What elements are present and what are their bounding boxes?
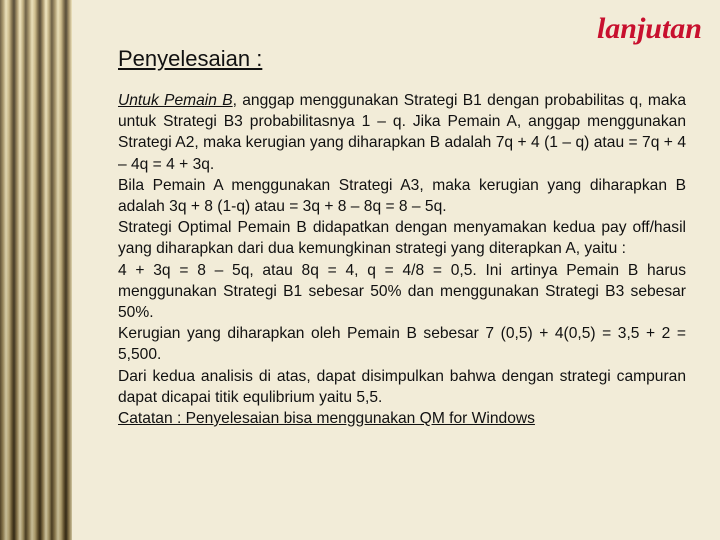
note-text: Catatan : Penyelesaian bisa menggunakan QM for Windows <box>118 410 535 428</box>
decorative-gold-frame <box>0 0 72 540</box>
intro-rest: , anggap menggunakan Strategi B1 dengan probabilitas q, maka untuk Strategi B3 probabilitasnya 1 – q. Jika Pemain A, anggap menggunakan Strategi A2, maka kerugian yang diharapkan B adalah 7q + 4 (1 – q) atau = 7q + 4 – 4q = 4 + 3q. <box>118 92 686 173</box>
paragraph-conclusion: Dari kedua analisis di atas, dapat disimpulkan bahwa dengan strategi campuran dapat dicapai titik equlibrium yaitu 5,5. <box>118 367 686 406</box>
continued-label: lanjutan <box>596 12 702 45</box>
intro-paragraph <box>118 90 686 175</box>
paragraph-expected-loss: Kerugian yang diharapkan oleh Pemain B sebesar 7 (0,5) + 4(0,5) = 3,5 + 2 = 5,500. <box>118 325 686 364</box>
page-title: Penyelesaian : <box>118 46 263 71</box>
paragraph-strategy-a3: Bila Pemain A menggunakan Strategi A3, maka kerugian yang diharapkan B adalah 3q + 8 (1-q) atau = 3q + 8 – 8q = 8 – 5q. <box>118 176 686 216</box>
solution-body <box>118 90 686 429</box>
paragraph-equation: 4 + 3q = 8 – 5q, atau 8q = 4, q = 4/8 = 0,5. Ini artinya Pemain B harus menggunakan Strategi B1 sebesar 50% dan menggunakan Strategi B3 sebesar 50%. <box>118 261 686 322</box>
intro-lead: Untuk Pemain B <box>118 92 233 109</box>
paragraph-optimal-strategy: Strategi Optimal Pemain B didapatkan dengan menyamakan kedua pay off/hasil yang diharapkan dari dua kemungkinan strategi yang diterapkan A, yaitu : <box>118 219 686 258</box>
